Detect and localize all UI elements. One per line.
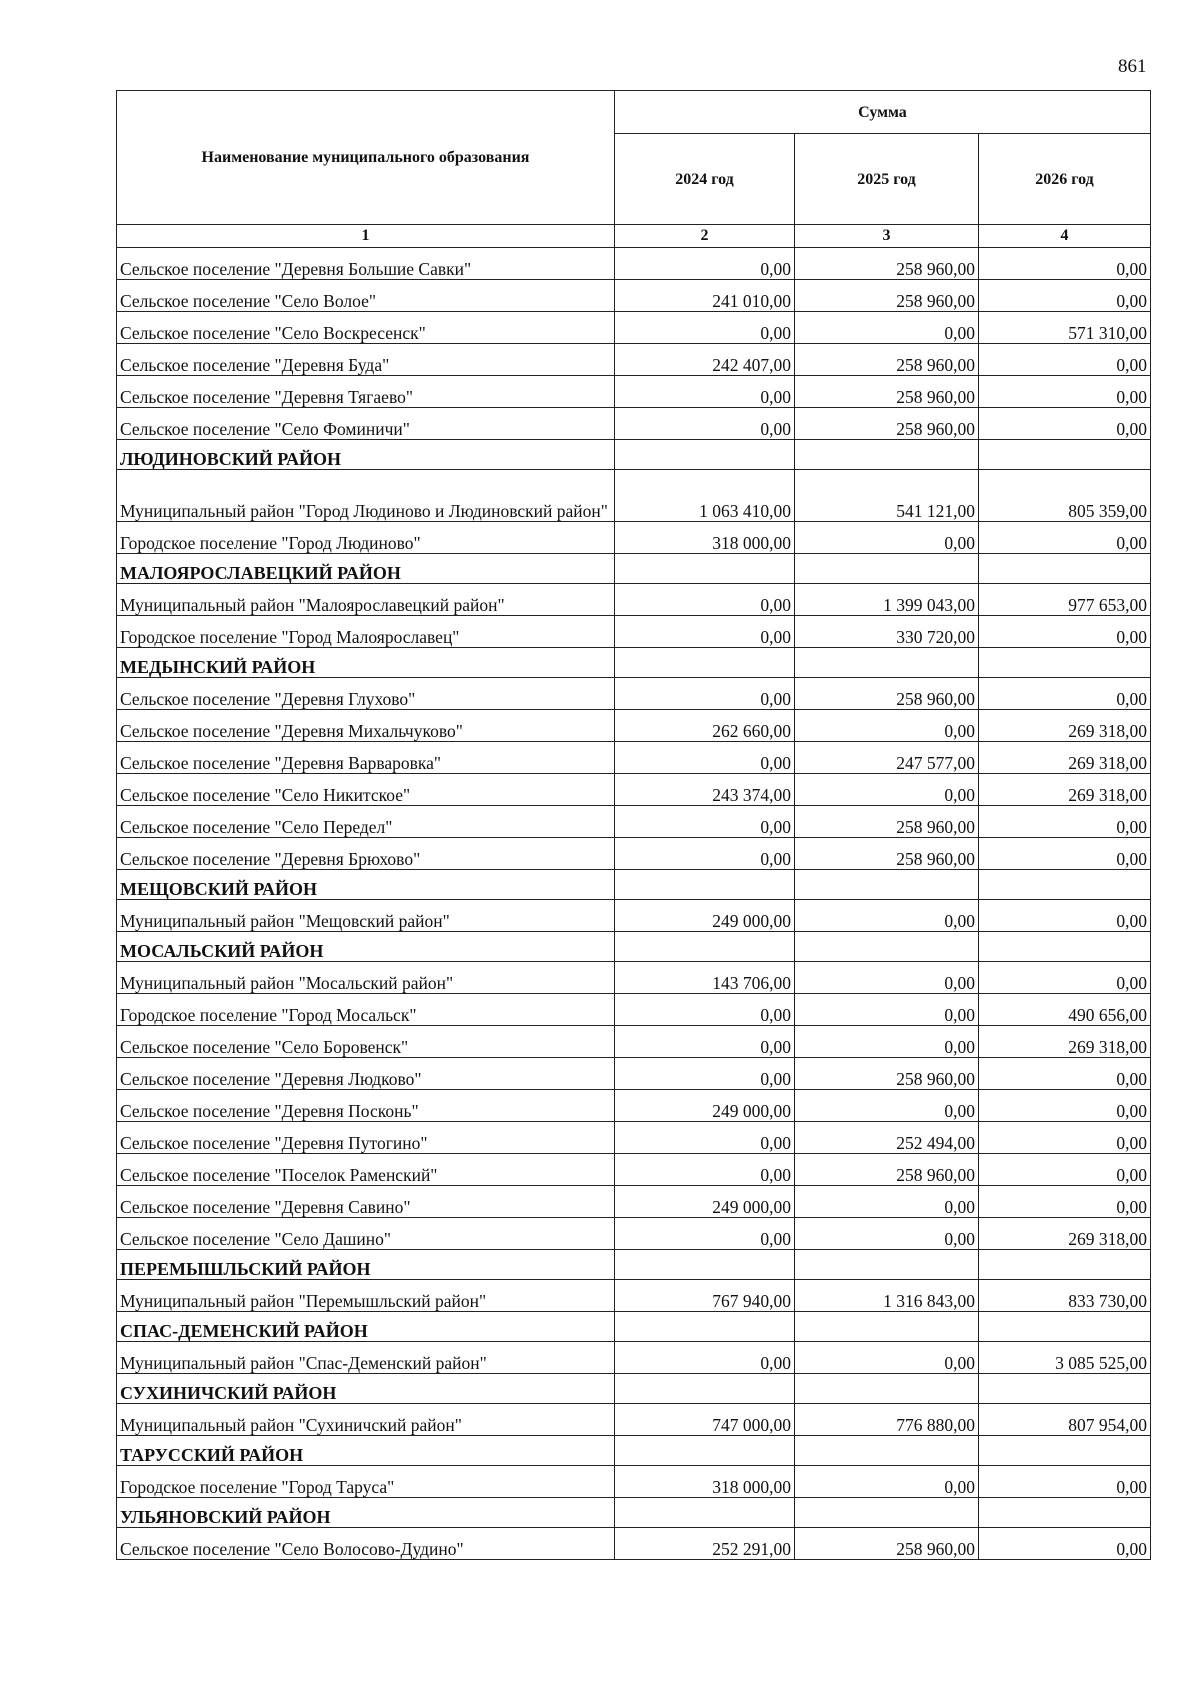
district-header-row: [117, 1312, 1151, 1342]
table-row: [117, 1058, 1151, 1090]
entity-name: Городское поселение "Город Людиново": [117, 522, 615, 554]
value-2026: 0,00: [979, 616, 1151, 648]
empty-cell: [615, 1436, 795, 1466]
value-2026: 805 359,00: [979, 470, 1151, 522]
empty-cell: [979, 648, 1151, 678]
value-2026: 0,00: [979, 1090, 1151, 1122]
value-2026: 833 730,00: [979, 1280, 1151, 1312]
value-2024: 0,00: [615, 376, 795, 408]
empty-cell: [979, 440, 1151, 470]
empty-cell: [615, 1374, 795, 1404]
empty-cell: [795, 648, 979, 678]
district-name: МОСАЛЬСКИЙ РАЙОН: [117, 932, 615, 962]
entity-name: Сельское поселение "Деревня Большие Савки": [117, 248, 615, 280]
district-name: ТАРУССКИЙ РАЙОН: [117, 1436, 615, 1466]
value-2024: 249 000,00: [615, 1186, 795, 1218]
value-2025: 0,00: [795, 1090, 979, 1122]
value-2024: 241 010,00: [615, 280, 795, 312]
empty-cell: [615, 1312, 795, 1342]
value-2026: 3 085 525,00: [979, 1342, 1151, 1374]
table-row: [117, 408, 1151, 440]
value-2024: 0,00: [615, 616, 795, 648]
value-2025: 0,00: [795, 1186, 979, 1218]
table-row: [117, 280, 1151, 312]
table-row: [117, 312, 1151, 344]
column-number: 2: [615, 225, 795, 248]
empty-cell: [795, 870, 979, 900]
entity-name: Муниципальный район "Мосальский район": [117, 962, 615, 994]
year-2025-header: 2025 год: [795, 134, 979, 225]
entity-name: Сельское поселение "Деревня Людково": [117, 1058, 615, 1090]
empty-cell: [615, 554, 795, 584]
value-2025: 258 960,00: [795, 678, 979, 710]
value-2025: 258 960,00: [795, 376, 979, 408]
district-header-row: [117, 932, 1151, 962]
value-2024: 0,00: [615, 1218, 795, 1250]
table-row: [117, 248, 1151, 280]
value-2025: 258 960,00: [795, 248, 979, 280]
district-header-row: [117, 870, 1151, 900]
empty-cell: [979, 1312, 1151, 1342]
table-body: [117, 248, 1151, 1560]
value-2024: 0,00: [615, 248, 795, 280]
name-column-header: Наименование муниципального образования: [117, 91, 615, 225]
entity-name: Сельское поселение "Деревня Варваровка": [117, 742, 615, 774]
entity-name: Сельское поселение "Деревня Глухово": [117, 678, 615, 710]
district-header-row: [117, 1374, 1151, 1404]
district-header-row: [117, 1250, 1151, 1280]
value-2026: 0,00: [979, 522, 1151, 554]
value-2026: 0,00: [979, 806, 1151, 838]
empty-cell: [795, 1250, 979, 1280]
table-row: [117, 344, 1151, 376]
value-2025: 258 960,00: [795, 1528, 979, 1560]
table-row: [117, 806, 1151, 838]
table-row: [117, 1090, 1151, 1122]
table-row: [117, 1280, 1151, 1312]
value-2026: 0,00: [979, 1058, 1151, 1090]
empty-cell: [795, 554, 979, 584]
entity-name: Сельское поселение "Деревня Посконь": [117, 1090, 615, 1122]
value-2026: 0,00: [979, 1528, 1151, 1560]
entity-name: Муниципальный район "Город Людиново и Людиновский район": [117, 470, 615, 522]
entity-name: Городское поселение "Город Малоярославец": [117, 616, 615, 648]
empty-cell: [795, 932, 979, 962]
value-2025: 776 880,00: [795, 1404, 979, 1436]
entity-name: Сельское поселение "Деревня Савино": [117, 1186, 615, 1218]
value-2026: 0,00: [979, 344, 1151, 376]
value-2026: 0,00: [979, 1122, 1151, 1154]
value-2025: 258 960,00: [795, 838, 979, 870]
district-header-row: [117, 1436, 1151, 1466]
table-row: [117, 376, 1151, 408]
value-2025: 258 960,00: [795, 1058, 979, 1090]
value-2026: 0,00: [979, 408, 1151, 440]
empty-cell: [979, 1250, 1151, 1280]
value-2024: 143 706,00: [615, 962, 795, 994]
value-2026: 0,00: [979, 1466, 1151, 1498]
value-2026: 269 318,00: [979, 1218, 1151, 1250]
value-2026: 269 318,00: [979, 774, 1151, 806]
empty-cell: [615, 870, 795, 900]
page-number: 861: [1118, 56, 1147, 77]
value-2026: 0,00: [979, 838, 1151, 870]
table-row: [117, 1404, 1151, 1436]
year-2026-header: 2026 год: [979, 134, 1151, 225]
entity-name: Сельское поселение "Село Воскресенск": [117, 312, 615, 344]
column-number: 3: [795, 225, 979, 248]
entity-name: Муниципальный район "Перемышльский район": [117, 1280, 615, 1312]
empty-cell: [615, 648, 795, 678]
value-2024: 0,00: [615, 838, 795, 870]
value-2024: 0,00: [615, 1058, 795, 1090]
value-2026: 0,00: [979, 376, 1151, 408]
value-2024: 318 000,00: [615, 522, 795, 554]
value-2024: 0,00: [615, 408, 795, 440]
value-2026: 977 653,00: [979, 584, 1151, 616]
empty-cell: [795, 1374, 979, 1404]
value-2024: 0,00: [615, 806, 795, 838]
value-2025: 247 577,00: [795, 742, 979, 774]
value-2026: 0,00: [979, 280, 1151, 312]
value-2024: 249 000,00: [615, 1090, 795, 1122]
entity-name: Сельское поселение "Село Волое": [117, 280, 615, 312]
empty-cell: [795, 1312, 979, 1342]
entity-name: Сельское поселение "Поселок Раменский": [117, 1154, 615, 1186]
district-name: ПЕРЕМЫШЛЬСКИЙ РАЙОН: [117, 1250, 615, 1280]
value-2026: 0,00: [979, 962, 1151, 994]
value-2024: 0,00: [615, 678, 795, 710]
empty-cell: [979, 1498, 1151, 1528]
entity-name: Сельское поселение "Село Волосово-Дудино": [117, 1528, 615, 1560]
table-row: [117, 994, 1151, 1026]
value-2026: 269 318,00: [979, 1026, 1151, 1058]
value-2024: 318 000,00: [615, 1466, 795, 1498]
empty-cell: [615, 1250, 795, 1280]
entity-name: Муниципальный район "Мещовский район": [117, 900, 615, 932]
table-row: [117, 774, 1151, 806]
value-2024: 0,00: [615, 584, 795, 616]
value-2025: 0,00: [795, 710, 979, 742]
value-2026: 807 954,00: [979, 1404, 1151, 1436]
district-name: МЕЩОВСКИЙ РАЙОН: [117, 870, 615, 900]
empty-cell: [979, 1436, 1151, 1466]
district-name: СУХИНИЧСКИЙ РАЙОН: [117, 1374, 615, 1404]
district-name: ЛЮДИНОВСКИЙ РАЙОН: [117, 440, 615, 470]
value-2025: 0,00: [795, 994, 979, 1026]
value-2024: 242 407,00: [615, 344, 795, 376]
value-2024: 767 940,00: [615, 1280, 795, 1312]
table-row: [117, 1186, 1151, 1218]
district-name: МЕДЫНСКИЙ РАЙОН: [117, 648, 615, 678]
empty-cell: [795, 440, 979, 470]
table-row: [117, 1466, 1151, 1498]
entity-name: Сельское поселение "Деревня Брюхово": [117, 838, 615, 870]
value-2024: 262 660,00: [615, 710, 795, 742]
empty-cell: [979, 870, 1151, 900]
sum-header: Сумма: [615, 91, 1151, 134]
value-2024: 0,00: [615, 312, 795, 344]
column-number: 4: [979, 225, 1151, 248]
table-row: [117, 678, 1151, 710]
district-header-row: [117, 648, 1151, 678]
value-2025: 0,00: [795, 522, 979, 554]
empty-cell: [979, 932, 1151, 962]
budget-table: [116, 90, 1151, 1560]
table-row: [117, 470, 1151, 522]
table-row: [117, 1218, 1151, 1250]
entity-name: Сельское поселение "Село Никитское": [117, 774, 615, 806]
entity-name: Муниципальный район "Малоярославецкий район": [117, 584, 615, 616]
value-2026: 571 310,00: [979, 312, 1151, 344]
value-2026: 269 318,00: [979, 742, 1151, 774]
table-row: [117, 742, 1151, 774]
table-row: [117, 584, 1151, 616]
value-2024: 243 374,00: [615, 774, 795, 806]
entity-name: Сельское поселение "Село Дашино": [117, 1218, 615, 1250]
entity-name: Сельское поселение "Село Фоминичи": [117, 408, 615, 440]
table-row: [117, 1026, 1151, 1058]
value-2026: 0,00: [979, 678, 1151, 710]
empty-cell: [979, 1374, 1151, 1404]
value-2025: 258 960,00: [795, 806, 979, 838]
value-2024: 252 291,00: [615, 1528, 795, 1560]
column-number: 1: [117, 225, 615, 248]
value-2025: 258 960,00: [795, 344, 979, 376]
table-row: [117, 616, 1151, 648]
table-row: [117, 1154, 1151, 1186]
value-2026: 0,00: [979, 1186, 1151, 1218]
empty-cell: [615, 932, 795, 962]
value-2025: 0,00: [795, 962, 979, 994]
entity-name: Сельское поселение "Деревня Путогино": [117, 1122, 615, 1154]
district-header-row: [117, 440, 1151, 470]
entity-name: Сельское поселение "Село Боровенск": [117, 1026, 615, 1058]
empty-cell: [795, 1498, 979, 1528]
district-header-row: [117, 1498, 1151, 1528]
entity-name: Сельское поселение "Деревня Буда": [117, 344, 615, 376]
value-2025: 0,00: [795, 774, 979, 806]
entity-name: Сельское поселение "Село Передел": [117, 806, 615, 838]
value-2025: 1 399 043,00: [795, 584, 979, 616]
value-2024: 0,00: [615, 994, 795, 1026]
table-row: [117, 1122, 1151, 1154]
empty-cell: [615, 440, 795, 470]
entity-name: Сельское поселение "Деревня Михальчуково": [117, 710, 615, 742]
table-row: [117, 522, 1151, 554]
entity-name: Муниципальный район "Сухиничский район": [117, 1404, 615, 1436]
value-2025: 0,00: [795, 1466, 979, 1498]
value-2025: 258 960,00: [795, 408, 979, 440]
district-name: СПАС-ДЕМЕНСКИЙ РАЙОН: [117, 1312, 615, 1342]
table-row: [117, 962, 1151, 994]
value-2024: 1 063 410,00: [615, 470, 795, 522]
value-2026: 0,00: [979, 900, 1151, 932]
empty-cell: [795, 1436, 979, 1466]
value-2025: 541 121,00: [795, 470, 979, 522]
value-2024: 747 000,00: [615, 1404, 795, 1436]
district-name: УЛЬЯНОВСКИЙ РАЙОН: [117, 1498, 615, 1528]
district-header-row: [117, 554, 1151, 584]
value-2025: 0,00: [795, 1218, 979, 1250]
year-2024-header: 2024 год: [615, 134, 795, 225]
entity-name: Сельское поселение "Деревня Тягаево": [117, 376, 615, 408]
value-2024: 0,00: [615, 1026, 795, 1058]
value-2024: 249 000,00: [615, 900, 795, 932]
value-2025: 0,00: [795, 312, 979, 344]
value-2025: 0,00: [795, 1026, 979, 1058]
value-2024: 0,00: [615, 1122, 795, 1154]
value-2026: 490 656,00: [979, 994, 1151, 1026]
value-2025: 0,00: [795, 900, 979, 932]
value-2025: 1 316 843,00: [795, 1280, 979, 1312]
empty-cell: [979, 554, 1151, 584]
value-2025: 258 960,00: [795, 280, 979, 312]
table-row: [117, 900, 1151, 932]
value-2026: 0,00: [979, 1154, 1151, 1186]
entity-name: Городское поселение "Город Таруса": [117, 1466, 615, 1498]
district-name: МАЛОЯРОСЛАВЕЦКИЙ РАЙОН: [117, 554, 615, 584]
table-row: [117, 1528, 1151, 1560]
value-2025: 252 494,00: [795, 1122, 979, 1154]
entity-name: Муниципальный район "Спас-Деменский район": [117, 1342, 615, 1374]
value-2024: 0,00: [615, 1154, 795, 1186]
table-row: [117, 1342, 1151, 1374]
table-row: [117, 710, 1151, 742]
value-2026: 269 318,00: [979, 710, 1151, 742]
value-2025: 330 720,00: [795, 616, 979, 648]
value-2024: 0,00: [615, 742, 795, 774]
value-2024: 0,00: [615, 1342, 795, 1374]
value-2025: 258 960,00: [795, 1154, 979, 1186]
value-2025: 0,00: [795, 1342, 979, 1374]
empty-cell: [615, 1498, 795, 1528]
entity-name: Городское поселение "Город Мосальск": [117, 994, 615, 1026]
value-2026: 0,00: [979, 248, 1151, 280]
table-row: [117, 838, 1151, 870]
